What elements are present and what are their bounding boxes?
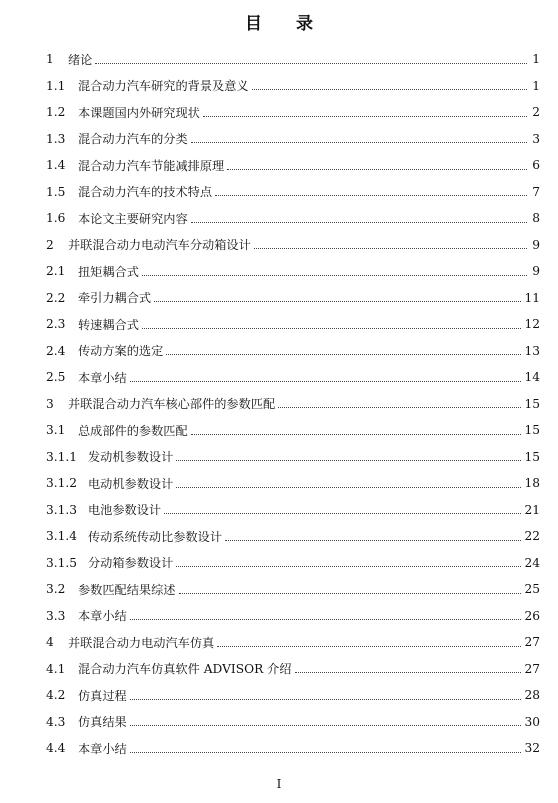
toc-entry-number: 1.1 (46, 78, 66, 93)
toc-entry-title: 转速耦合式 (78, 317, 139, 332)
toc-entry-number: 4 (46, 635, 54, 650)
toc-entry-page: 2 (532, 105, 540, 120)
toc-entry[interactable] (46, 126, 540, 153)
toc-entry-page: 21 (524, 502, 540, 517)
toc-entry[interactable] (46, 417, 540, 444)
toc-entry[interactable] (46, 73, 540, 100)
toc-entry-title: 电动机参数设计 (88, 476, 174, 491)
toc-entry[interactable] (46, 205, 540, 232)
toc-entry-number: 3.1.2 (46, 476, 78, 491)
toc-entry-title: 传动系统传动比参数设计 (88, 529, 223, 544)
toc-entry-title: 本章小结 (78, 370, 127, 385)
toc-entry[interactable] (46, 285, 540, 312)
toc-entry-page: 28 (524, 688, 540, 703)
toc-entry-page: 6 (532, 158, 540, 173)
toc-entry[interactable] (46, 258, 540, 285)
page-title: 目 录 (245, 14, 327, 34)
toc-entry-page: 9 (532, 264, 540, 279)
toc-entry-number: 3.1.4 (46, 529, 78, 544)
toc-entry[interactable] (46, 735, 540, 762)
toc-entry-page: 15 (524, 449, 540, 464)
toc-entry-page: 11 (524, 290, 540, 305)
toc-entry-title: 混合动力汽车的技术特点 (78, 185, 213, 200)
toc-entry-title: 仿真结果 (78, 715, 127, 730)
toc-entry-page: 22 (524, 529, 540, 544)
toc-entry-title: 混合动力汽车的分类 (78, 132, 188, 147)
toc-entry-page: 9 (532, 237, 540, 252)
toc-entry-title: 混合动力汽车节能减排原理 (78, 158, 225, 173)
toc-dot-leader (191, 222, 527, 223)
toc-entry-title: 总成部件的参数匹配 (78, 423, 188, 438)
toc-entry-number: 3.2 (46, 582, 66, 597)
toc-entry-page: 15 (524, 423, 540, 438)
toc-entry[interactable] (46, 179, 540, 206)
toc-dot-leader (295, 672, 522, 673)
toc-dot-leader (176, 566, 521, 567)
toc-entry-title: 传动方案的选定 (78, 344, 164, 359)
toc-entry[interactable] (46, 152, 540, 179)
toc-entry-page: 27 (524, 635, 540, 650)
toc-entry-number: 4.3 (46, 714, 66, 729)
toc-entry-number: 2.2 (46, 290, 66, 305)
toc-entry-number: 3.1.5 (46, 555, 78, 570)
toc-dot-leader (217, 646, 521, 647)
toc-entry-title: 发动机参数设计 (88, 450, 174, 465)
toc-entry-number: 1.5 (46, 184, 66, 199)
toc-dot-leader (95, 63, 527, 64)
toc-entry-page: 27 (524, 661, 540, 676)
toc-entry-number: 4.2 (46, 688, 66, 703)
toc-entry-title: 本章小结 (78, 741, 127, 756)
toc-entry-number: 1.4 (46, 158, 66, 173)
toc-dot-leader (278, 407, 521, 408)
toc-entry-title: 仿真过程 (78, 688, 127, 703)
toc-entry-number: 3.3 (46, 608, 66, 623)
toc-entry-title: 本课题国内外研究现状 (78, 105, 200, 120)
toc-entry-page: 15 (524, 396, 540, 411)
toc-entry-number: 1 (46, 52, 54, 67)
toc-entry-number: 2 (46, 237, 54, 252)
toc-dot-leader (154, 301, 521, 302)
toc-dot-leader (130, 381, 522, 382)
toc-entry-page: 7 (532, 184, 540, 199)
toc-entry[interactable] (46, 364, 540, 391)
toc-dot-leader (191, 142, 527, 143)
toc-dot-leader (142, 328, 522, 329)
toc-dot-leader (130, 752, 522, 753)
toc-entry[interactable] (46, 99, 540, 126)
toc-dot-leader (252, 89, 527, 90)
toc-entry-page: 1 (532, 52, 540, 67)
page-number: I (276, 777, 282, 791)
toc-dot-leader (130, 699, 522, 700)
toc-entry-number: 2.3 (46, 317, 66, 332)
toc-entry-title: 参数匹配结果综述 (78, 582, 176, 597)
toc-dot-leader (254, 248, 527, 249)
toc-entry-number: 2.5 (46, 370, 66, 385)
toc-entry-title: 电池参数设计 (88, 503, 162, 518)
toc-dot-leader (142, 275, 527, 276)
toc-entry-title: 混合动力汽车仿真软件 ADVISOR 介绍 (78, 662, 292, 677)
toc-entry-number: 3 (46, 396, 54, 411)
toc-entry[interactable] (46, 523, 540, 550)
toc-entry-page: 3 (532, 131, 540, 146)
toc-entry-number: 3.1 (46, 423, 66, 438)
toc-entry-number: 3.1.3 (46, 502, 78, 517)
toc-entry[interactable] (46, 232, 540, 259)
toc-dot-leader (191, 434, 522, 435)
toc-entry-page: 24 (524, 555, 540, 570)
toc-dot-leader (130, 725, 522, 726)
toc-dot-leader (225, 540, 521, 541)
toc-entry-title: 并联混合动力电动汽车仿真 (68, 635, 215, 650)
toc-entry-page: 13 (524, 343, 540, 358)
toc-entry[interactable] (46, 311, 540, 338)
toc-dot-leader (179, 593, 522, 594)
toc-entry-number: 4.1 (46, 661, 66, 676)
toc-entry-number: 4.4 (46, 741, 66, 756)
toc-entry-page: 30 (524, 714, 540, 729)
toc-entry-number: 2.4 (46, 343, 66, 358)
toc-entry[interactable] (46, 682, 540, 709)
toc-entry-number: 1.3 (46, 131, 66, 146)
toc-entry-title: 并联混合动力汽车核心部件的参数匹配 (68, 397, 276, 412)
toc-entry-title: 牵引力耦合式 (78, 291, 152, 306)
toc-dot-leader (166, 354, 521, 355)
toc-entry-page: 8 (532, 211, 540, 226)
toc-entry-title: 本论文主要研究内容 (78, 211, 188, 226)
toc-entry-number: 2.1 (46, 264, 66, 279)
toc-dot-leader (203, 116, 527, 117)
toc-entry[interactable] (46, 391, 540, 418)
toc-entry[interactable] (46, 656, 540, 683)
toc-dot-leader (215, 195, 527, 196)
toc-entry[interactable] (46, 576, 540, 603)
toc-entry-page: 26 (524, 608, 540, 623)
toc-dot-leader (130, 619, 522, 620)
toc-entry-page: 32 (524, 741, 540, 756)
toc-entry[interactable] (46, 470, 540, 497)
toc-entry-title: 并联混合动力电动汽车分动箱设计 (68, 238, 251, 253)
toc-entry[interactable] (46, 709, 540, 736)
table-of-contents (46, 46, 540, 762)
toc-entry-title: 混合动力汽车研究的背景及意义 (78, 79, 249, 94)
toc-entry-page: 18 (524, 476, 540, 491)
toc-entry[interactable] (46, 46, 540, 73)
toc-entry-title: 本章小结 (78, 609, 127, 624)
toc-entry-number: 1.2 (46, 105, 66, 120)
toc-entry-title: 绪论 (68, 52, 93, 67)
toc-entry[interactable] (46, 497, 540, 524)
toc-dot-leader (164, 513, 521, 514)
toc-entry-page: 25 (524, 582, 540, 597)
toc-entry-title: 扭矩耦合式 (78, 264, 139, 279)
toc-entry-page: 14 (524, 370, 540, 385)
toc-entry-title: 分动箱参数设计 (88, 556, 174, 571)
toc-dot-leader (227, 169, 527, 170)
toc-entry-number: 3.1.1 (46, 449, 78, 464)
toc-entry-number: 1.6 (46, 211, 66, 226)
toc-entry[interactable] (46, 550, 540, 577)
toc-entry[interactable] (46, 629, 540, 656)
toc-entry[interactable] (46, 444, 540, 471)
toc-entry-page: 12 (524, 317, 540, 332)
toc-entry[interactable] (46, 603, 540, 630)
toc-dot-leader (176, 487, 521, 488)
toc-entry-page: 1 (532, 78, 540, 93)
toc-dot-leader (176, 460, 521, 461)
toc-entry[interactable] (46, 338, 540, 365)
